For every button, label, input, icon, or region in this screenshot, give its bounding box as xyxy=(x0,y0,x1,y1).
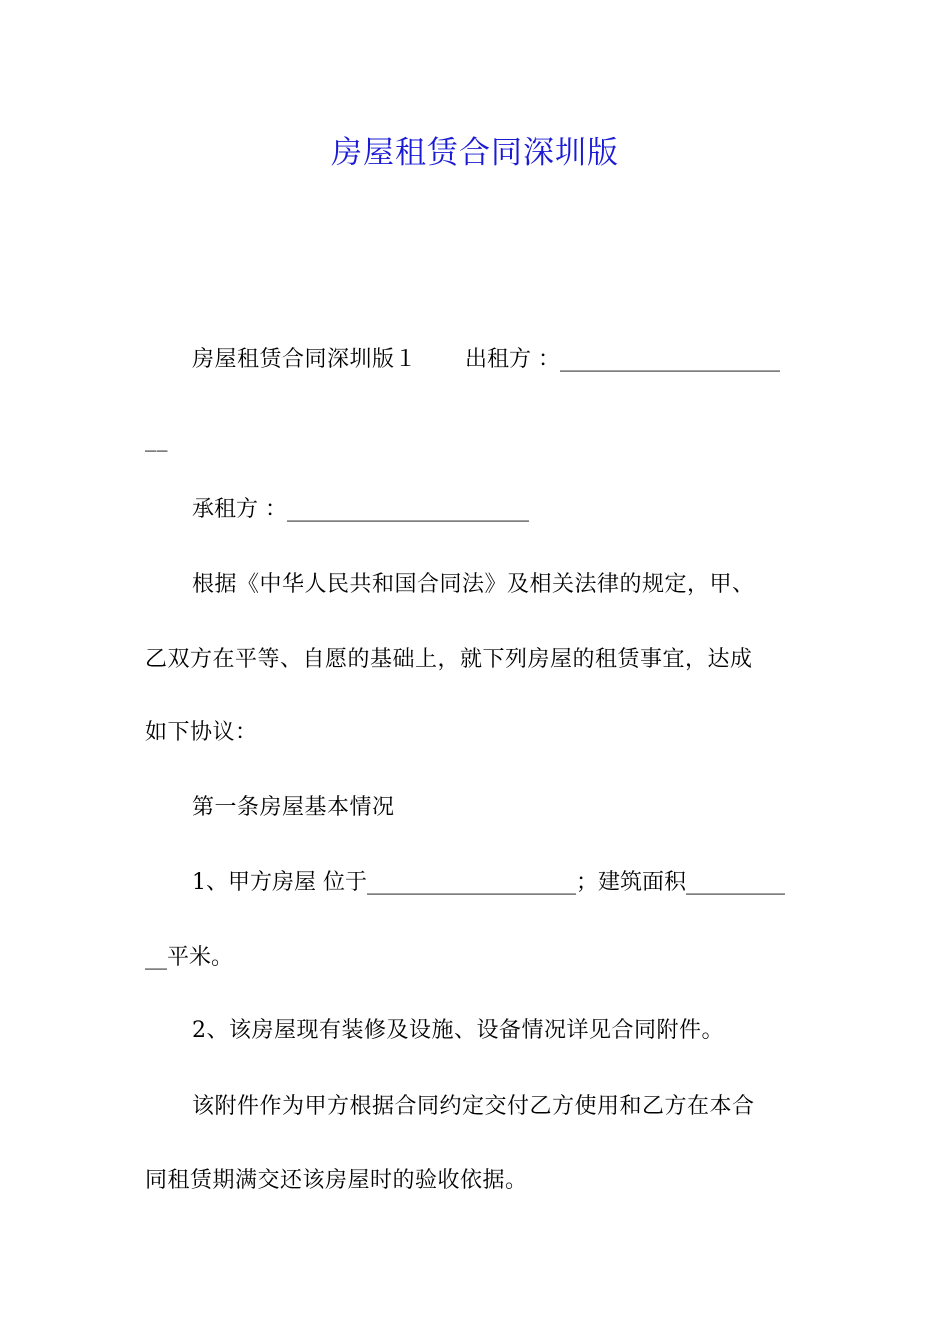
paragraph-line-5: 乙双方在平等、自愿的基础上，就下列房屋的租赁事宜，达成 xyxy=(145,647,753,672)
lessee-field: 承租方 ：______________________ xyxy=(192,497,529,522)
paragraph-line-12: 同租赁期满交还该房屋时的验收依据。 xyxy=(145,1168,528,1193)
paragraph-line-11: 该附件作为甲方根据合同约定交付乙方使用和乙方在本合 xyxy=(192,1094,755,1119)
paragraph-line-8: 1、甲方房屋 位于___________________；建筑面积_________ xyxy=(192,870,785,895)
paragraph-line-6: 如下协议： xyxy=(145,720,258,745)
section-heading-article-1: 第一条房屋基本情况 xyxy=(192,795,395,820)
document-title: 房屋租赁合同深圳版 xyxy=(331,135,619,171)
paragraph-line-9: __平米。 xyxy=(145,945,234,970)
paragraph-line-1 xyxy=(145,345,857,375)
lessor-field: 出租方 ：____________________ xyxy=(465,347,781,372)
paragraph-line-10: 2、该房屋现有装修及设施、设备情况详见合同附件。 xyxy=(192,1018,724,1043)
paragraph-line-2: __ xyxy=(145,427,168,452)
paragraph-line-4: 根据《中华人民共和国合同法》及相关法律的规定，甲、 xyxy=(192,572,755,597)
contract-version-label: 房屋租赁合同深圳版１ xyxy=(192,347,418,372)
